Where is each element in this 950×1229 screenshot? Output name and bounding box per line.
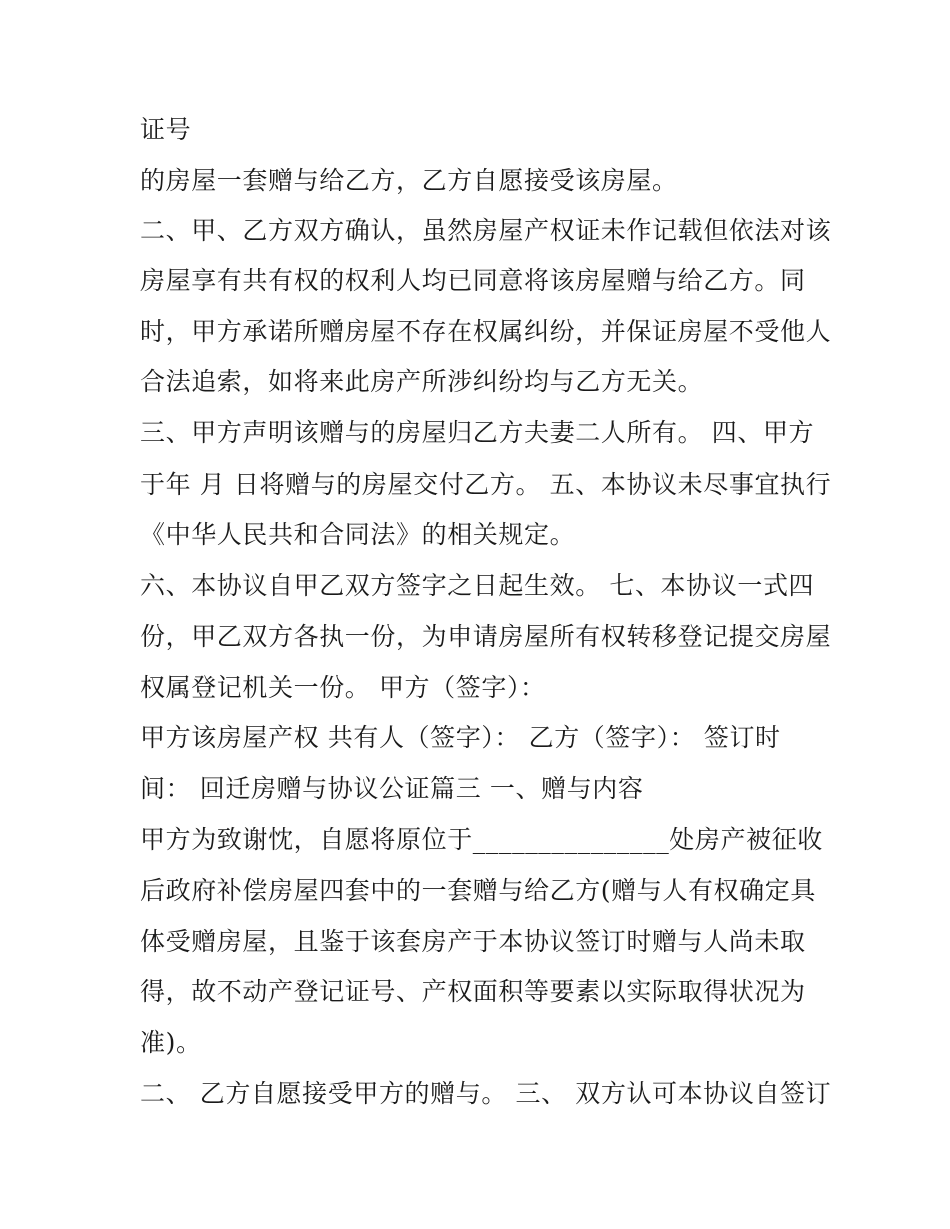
text-line: 六、本协议自甲乙双方签字之日起生效。 七、本协议一式四: [140, 571, 815, 600]
text-line: 二、甲、乙方双方确认，虽然房屋产权证未作记载但依法对该: [140, 216, 832, 245]
text-line: 二、 乙方自愿接受甲方的赠与。 三、 双方认可本协议自签订: [140, 1079, 832, 1108]
text-line: 体受赠房屋，且鉴于该套房产于本协议签订时赠与人尚未取: [140, 927, 806, 956]
text-line: 权属登记机关一份。 甲方（签字）：: [140, 673, 546, 702]
text-line: 甲方该房屋产权 共有人（签字）： 乙方（签字）： 签订时: [140, 723, 781, 752]
text-line: 《中华人民共和合同法》的相关规定。: [140, 520, 576, 549]
text-line: 证号: [140, 115, 192, 144]
text-line: 的房屋一套赠与给乙方，乙方自愿接受该房屋。: [140, 166, 678, 195]
text-line: 后政府补偿房屋四套中的一套赠与给乙方(赠与人有权确定具: [140, 876, 816, 905]
text-line: 甲方为致谢忱，自愿将原位于_______________处房产被征收: [140, 825, 823, 854]
text-line: 三、甲方声明该赠与的房屋归乙方夫妻二人所有。 四、甲方: [140, 418, 815, 447]
text-line: 房屋享有共有权的权利人均已同意将该房屋赠与给乙方。同: [140, 266, 806, 295]
text-line: 合法追索，如将来此房产所涉纠纷均与乙方无关。: [140, 367, 704, 396]
text-line: 份，甲乙双方各执一份，为申请房屋所有权转移登记提交房屋: [140, 622, 832, 651]
text-line: 时，甲方承诺所赠房屋不存在权属纠纷，并保证房屋不受他人: [140, 317, 832, 346]
text-line: 于年 月 日将赠与的房屋交付乙方。 五、本协议未尽事宜执行: [140, 470, 832, 499]
text-line: 准)。: [140, 1028, 202, 1057]
text-line: 得，故不动产登记证号、产权面积等要素以实际取得状况为: [140, 977, 806, 1006]
text-line: 间： 回迁房赠与协议公证篇三 一、赠与内容: [140, 774, 644, 803]
